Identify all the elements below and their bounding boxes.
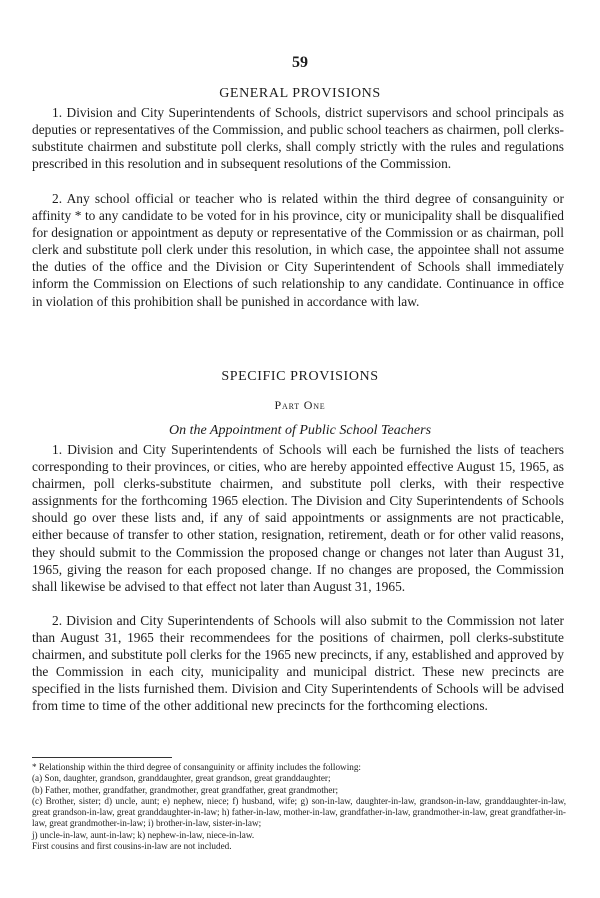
part-one-label: Part One xyxy=(274,398,326,412)
footnote-line: (a) Son, daughter, grandson, granddaughter, great grandson, great granddaughter; xyxy=(32,773,331,784)
general-provisions-heading: GENERAL PROVISIONS xyxy=(219,86,381,101)
footnote-divider xyxy=(32,757,172,758)
footnote-line: j) uncle-in-law, aunt-in-law; k) nephew-in-law, niece-in-law. xyxy=(32,829,255,840)
specific-provision-1: 1. Division and City Superintendents of Schools will each be furnished the lists of teachers corresponding to their provinces, or cities, who are hereby appointed effective August 15, 1965, as chairmen, poll clerks-substitute chairmen, and substitute poll clerks, with their respective assignments for the forthcoming 1965 election. The Division and City Superintendents of Schools should go over these lists and, if any of said appointments or assignments are not practicable, either because of transfer to other station, resignation, retirement, death or for other valid reasons, they should submit to the Commission the proposed change or changes not later than August 31, 1965, giving the reason for each proposed change. If no changes are proposed, the Commission shall likewise be advised to that effect not later than August 31, 1965. xyxy=(32,442,564,594)
footnote xyxy=(32,762,566,852)
specific-provisions-heading: SPECIFIC PROVISIONS xyxy=(221,369,379,384)
specific-provision-2: 2. Division and City Superintendents of Schools will also submit to the Commission not later than August 31, 1965 their recommendees for the positions of chairmen, poll clerks-substitute chairmen, and substitute poll clerks for the 1965 new precincts, if any, established and approved by the Commission in each city, municipality and municipal district. These new precincts are specified in the lists furnished them. Division and City Superintendents of Schools will be advised from time to time of the other additional new precincts for the forthcoming elections. xyxy=(32,613,564,714)
footnote-line: (c) Brother, sister; d) uncle, aunt; e) nephew, niece; f) husband, wife; g) son-in-law, daughter-in-law, grandson-in-law, granddaughter-in-law, great grandson-in-law, great granddaughter-in-law; h) father-in-law, mother-in-law, grandfather-in-law, grandmother-in-law, great grandfather-in-law, great grandmother-in-law; i) brother-in-law, sister-in-law; xyxy=(32,795,566,829)
page-number: 59 xyxy=(292,54,308,71)
footnote-line: (b) Father, mother, grandfather, grandmother, great grandfather, great grandmother; xyxy=(32,784,339,795)
general-provision-2: 2. Any school official or teacher who is related within the third degree of consanguinity or affinity * to any candidate to be voted for in his province, city or municipality shall be disqualified for designation or appointment as deputy or representative of the Commission or as chairman, poll clerk and substitute poll clerk under this resolution, in which case, the appointee shall not assume the duties of the office and the Division or City Superintendent of Schools shall immediately inform the Commission on Elections of such relationship to any candidate. Continuance in office in violation of this prohibition shall be punished in accordance with law. xyxy=(32,191,564,309)
footnote-line: First cousins and first cousins-in-law are not included. xyxy=(32,841,232,852)
footnote-line: * Relationship within the third degree of consanguinity or affinity includes the following: xyxy=(32,762,361,772)
general-provision-1: 1. Division and City Superintendents of Schools, district supervisors and school principals as deputies or representatives of the Commission, and public school teachers as chairmen, poll clerks-substitute chairmen and substitute poll clerks, shall comply strictly with the rules and regulations prescribed in this resolution and in subsequent resolutions of the Commission. xyxy=(32,105,564,172)
part-one-subtitle: On the Appointment of Public School Teachers xyxy=(168,423,432,438)
